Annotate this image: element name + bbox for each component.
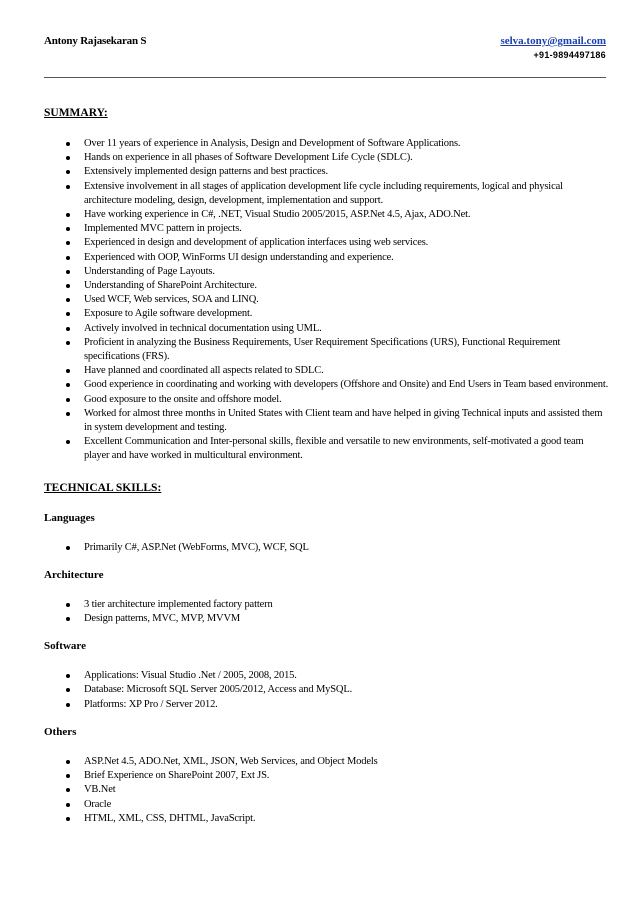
list-item <box>66 251 609 265</box>
languages-list <box>44 541 609 555</box>
candidate-name: Antony Rajasekaran S <box>44 35 147 47</box>
software-list <box>44 669 609 712</box>
bullet-icon <box>66 341 70 345</box>
bullet-icon <box>66 546 70 550</box>
list-item <box>66 265 609 279</box>
bullet-icon <box>66 327 70 331</box>
bullet-icon <box>66 603 70 607</box>
bullet-icon <box>66 788 70 792</box>
bullet-icon <box>66 213 70 217</box>
list-item-text: Exposure to Agile software development. <box>84 308 253 320</box>
bullet-icon <box>66 440 70 444</box>
bullet-icon <box>66 760 70 764</box>
header-divider <box>44 77 606 78</box>
list-item <box>66 322 609 336</box>
list-item <box>66 364 609 378</box>
list-item <box>66 683 609 697</box>
list-item-text: 3 tier architecture implemented factory pattern <box>84 598 273 610</box>
bullet-icon <box>66 227 70 231</box>
bullet-icon <box>66 398 70 402</box>
list-item-text: VB.Net <box>84 784 116 796</box>
list-item <box>66 783 609 797</box>
list-item-text: Have working experience in C#, .NET, Visual Studio 2005/2015, ASP.Net 4.5, Ajax, ADO.Net. <box>84 209 471 221</box>
list-item-text: Over 11 years of experience in Analysis, Design and Development of Software Applications. <box>84 138 461 149</box>
list-item <box>66 151 609 165</box>
list-item-text: Database: Microsoft SQL Server 2005/2012, Access and MySQL. <box>84 684 353 696</box>
list-item-text: Primarily C#, ASP.Net (WebForms, MVC), WCF, SQL <box>84 541 309 553</box>
list-item-text: Excellent Communication and Inter-personal skills, flexible and versatile to new environments, self-motivated a good team player and have worked in multicultural environment. <box>84 436 584 462</box>
bullet-icon <box>66 298 70 302</box>
list-item <box>66 393 609 407</box>
list-item-text: Extensively implemented design patterns and best practices. <box>84 166 328 178</box>
list-item-text: Have planned and coordinated all aspects related to SDLC. <box>84 365 324 377</box>
list-item <box>66 236 609 250</box>
bullet-icon <box>66 383 70 387</box>
summary-list <box>44 137 609 464</box>
list-item <box>66 755 609 769</box>
bullet-icon <box>66 241 70 245</box>
architecture-list <box>44 598 609 626</box>
list-item <box>66 769 609 783</box>
list-item <box>66 407 609 435</box>
software-heading: Software <box>44 640 86 653</box>
list-item-text: Worked for almost three months in United States with Client team and have helped in giving Technical inputs and assisted them in system development and testing. <box>84 407 603 434</box>
bullet-icon <box>66 703 70 707</box>
bullet-icon <box>66 142 70 146</box>
list-item-text: HTML, XML, CSS, DHTML, JavaScript. <box>84 812 256 824</box>
bullet-icon <box>66 369 70 373</box>
list-item <box>66 598 609 612</box>
list-item <box>66 435 609 463</box>
list-item <box>66 669 609 683</box>
languages-heading: Languages <box>44 511 95 524</box>
bullet-icon <box>66 185 70 189</box>
list-item <box>66 798 609 812</box>
list-item-text: ASP.Net 4.5, ADO.Net, XML, JSON, Web Services, and Object Models <box>84 755 378 767</box>
list-item <box>66 541 609 555</box>
list-item <box>66 165 609 179</box>
list-item <box>66 137 609 151</box>
bullet-icon <box>66 256 70 260</box>
list-item <box>66 293 609 307</box>
list-item-text: Design patterns, MVC, MVP, MVVM <box>84 613 241 625</box>
list-item-text: Understanding of SharePoint Architecture. <box>84 280 257 292</box>
bullet-icon <box>66 412 70 416</box>
list-item-text: Implemented MVC pattern in projects. <box>84 223 242 235</box>
list-item-text: Applications: Visual Studio .Net / 2005, 2008, 2015. <box>84 670 297 682</box>
technical-skills-title: TECHNICAL SKILLS: <box>44 481 162 494</box>
summary-title: SUMMARY: <box>44 107 108 119</box>
resume-content <box>44 107 609 826</box>
list-item-text: Proficient in analyzing the Business Requirements, User Requirement Specifications (URS), Functional Requirement specifications (FRS). <box>84 336 561 363</box>
list-item <box>66 612 609 626</box>
list-item-text: Extensive involvement in all stages of application development life cycle including requirements, logical and physical architecture modeling, design, development, implementation and support. <box>84 180 563 206</box>
bullet-icon <box>66 284 70 288</box>
list-item-text: Hands on experience in all phases of Software Development Life Cycle (SDLC). <box>84 152 413 164</box>
list-item-text: Used WCF, Web services, SOA and LINQ. <box>84 294 259 306</box>
list-item <box>66 812 609 826</box>
others-list <box>44 755 609 826</box>
bullet-icon <box>66 688 70 692</box>
list-item-text: Experienced with OOP, WinForms UI design understanding and experience. <box>84 251 394 263</box>
list-item <box>66 336 609 364</box>
list-item <box>66 279 609 293</box>
list-item-text: Platforms: XP Pro / Server 2012. <box>84 698 218 710</box>
bullet-icon <box>66 270 70 274</box>
list-item-text: Oracle <box>84 798 112 810</box>
list-item <box>66 208 609 222</box>
bullet-icon <box>66 674 70 678</box>
list-item-text: Understanding of Page Layouts. <box>84 265 215 277</box>
list-item <box>66 180 609 208</box>
list-item <box>66 698 609 712</box>
architecture-heading: Architecture <box>44 568 104 581</box>
phone-number: +91-9894497186 <box>533 50 606 60</box>
bullet-icon <box>66 617 70 621</box>
bullet-icon <box>66 156 70 160</box>
list-item-text: Brief Experience on SharePoint 2007, Ext JS. <box>84 770 270 782</box>
list-item <box>66 222 609 236</box>
list-item-text: Actively involved in technical documentation using UML. <box>84 322 322 334</box>
list-item-text: Experienced in design and development of application interfaces using web services. <box>84 237 429 249</box>
bullet-icon <box>66 170 70 174</box>
bullet-icon <box>66 803 70 807</box>
bullet-icon <box>66 774 70 778</box>
bullet-icon <box>66 312 70 316</box>
list-item <box>66 378 609 392</box>
email-link[interactable]: selva.tony@gmail.com <box>500 35 606 47</box>
list-item <box>66 307 609 321</box>
list-item-text: Good experience in coordinating and working with developers (Offshore and Onsite) and End Users in Team based environment. <box>84 379 609 391</box>
list-item-text: Good exposure to the onsite and offshore model. <box>84 393 282 405</box>
others-heading: Others <box>44 725 77 738</box>
bullet-icon <box>66 817 70 821</box>
